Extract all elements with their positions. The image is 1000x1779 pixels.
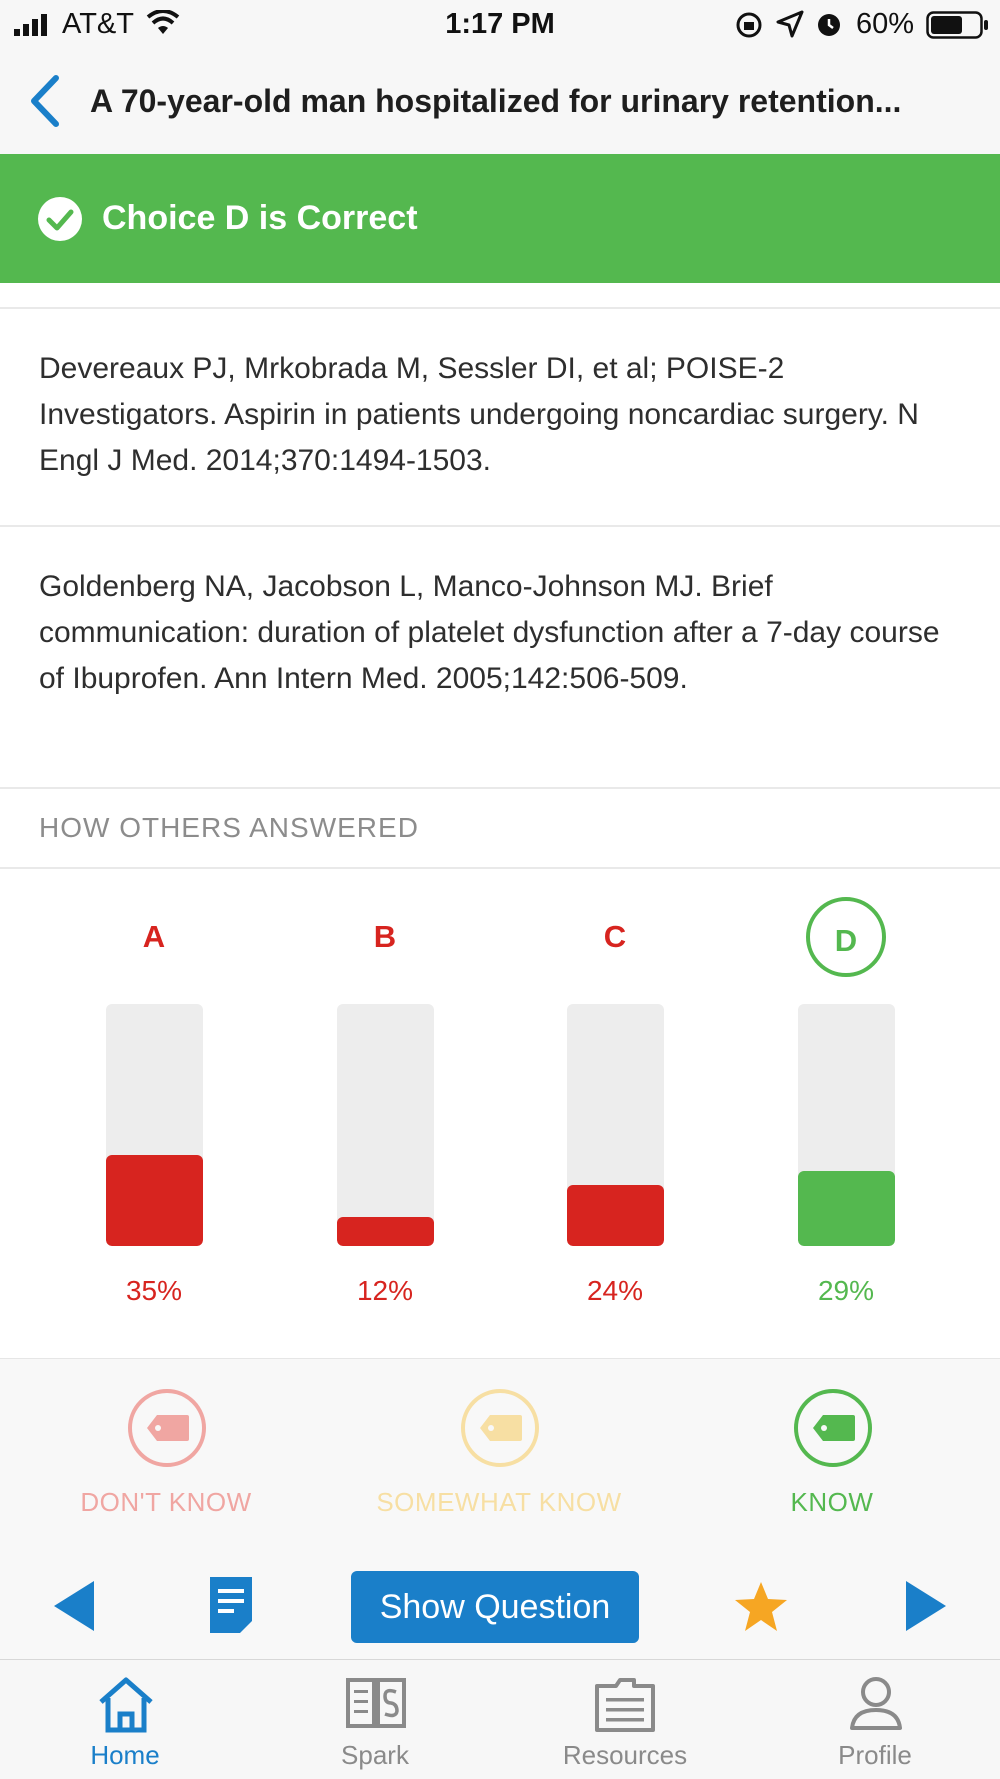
tab-profile[interactable] (775, 1660, 975, 1779)
choice-label-c: C (603, 919, 627, 954)
know-button[interactable] (794, 1389, 872, 1467)
previous-arrow-icon[interactable] (52, 1579, 96, 1633)
bar-track-c (567, 1004, 664, 1246)
choice-label-a: A (142, 919, 166, 954)
percent-label-b: 12% (356, 1275, 414, 1306)
bar-fill-b (337, 1217, 434, 1246)
bar-fill-d (798, 1171, 895, 1246)
alarm-icon (814, 9, 844, 39)
reference-2: Goldenberg NA, Jacobson L, Manco-Johnson MJ. Brief communication: duration of platelet dysfunction after a 7-day course of Ibuprofen. Ann Intern Med. 2005;142:506-509. (39, 570, 940, 695)
reference-1: Devereaux PJ, Mrkobrada M, Sessler DI, et al; POISE-2 Investigators. Aspirin in patients undergoing noncardiac surgery. N Engl J Med. 2014;370:1494-1503. (39, 352, 919, 477)
book-icon (345, 1676, 407, 1730)
next-arrow-icon[interactable] (904, 1579, 948, 1633)
bar-track-a (106, 1004, 203, 1246)
dont-know-button[interactable] (128, 1389, 206, 1467)
tab-label-home: Home (90, 1740, 160, 1770)
tab-label-profile: Profile (838, 1740, 912, 1770)
choice-label-d: D (806, 897, 886, 977)
back-chevron-icon[interactable] (28, 74, 62, 128)
divider (0, 867, 1000, 869)
orientation-lock-icon (734, 10, 764, 40)
star-icon[interactable] (734, 1581, 788, 1633)
percent-label-a: 35% (125, 1275, 183, 1306)
divider (0, 787, 1000, 789)
tab-home[interactable] (25, 1660, 225, 1779)
dont-know-label[interactable]: DON'T KNOW (80, 1487, 252, 1517)
tag-icon (478, 1413, 524, 1443)
battery-icon (926, 11, 990, 39)
tab-bar (0, 1659, 1000, 1779)
nav-header (0, 50, 1000, 155)
banner-text: Choice D is Correct (102, 199, 418, 237)
divider (0, 307, 1000, 309)
know-label[interactable]: KNOW (790, 1487, 874, 1517)
bar-fill-a (106, 1155, 203, 1246)
status-bar (0, 0, 1000, 50)
how-others-answered-label: HOW OTHERS ANSWERED (39, 812, 419, 843)
show-question-button[interactable]: Show Question (351, 1571, 639, 1643)
page-title: A 70-year-old man hospitalized for urinary retention... (90, 83, 902, 119)
status-time: 1:17 PM (445, 8, 555, 40)
check-circle-icon (38, 197, 82, 241)
confidence-panel (0, 1358, 1000, 1554)
tag-icon (145, 1413, 191, 1443)
choice-label-b: B (373, 919, 397, 954)
correct-banner (0, 154, 1000, 283)
folder-icon (594, 1678, 656, 1732)
tab-spark[interactable] (275, 1660, 475, 1779)
percent-label-c: 24% (586, 1275, 644, 1306)
tab-label-spark: Spark (341, 1740, 409, 1770)
battery-percent: 60% (856, 8, 915, 40)
home-icon (97, 1676, 155, 1734)
bar-fill-c (567, 1185, 664, 1246)
bar-track-b (337, 1004, 434, 1246)
bar-track-d (798, 1004, 895, 1246)
somewhat-know-button[interactable] (461, 1389, 539, 1467)
notes-document-icon[interactable] (210, 1577, 252, 1633)
divider (0, 525, 1000, 527)
tab-resources[interactable] (525, 1660, 725, 1779)
question-toolbar (0, 1553, 1000, 1659)
carrier-label: AT&T (62, 8, 134, 40)
tab-label-resources: Resources (562, 1740, 688, 1770)
somewhat-know-label[interactable]: SOMEWHAT KNOW (376, 1487, 622, 1517)
profile-icon (848, 1674, 904, 1732)
percent-label-d: 29% (817, 1275, 875, 1306)
tag-icon (811, 1413, 857, 1443)
location-icon (776, 10, 804, 38)
